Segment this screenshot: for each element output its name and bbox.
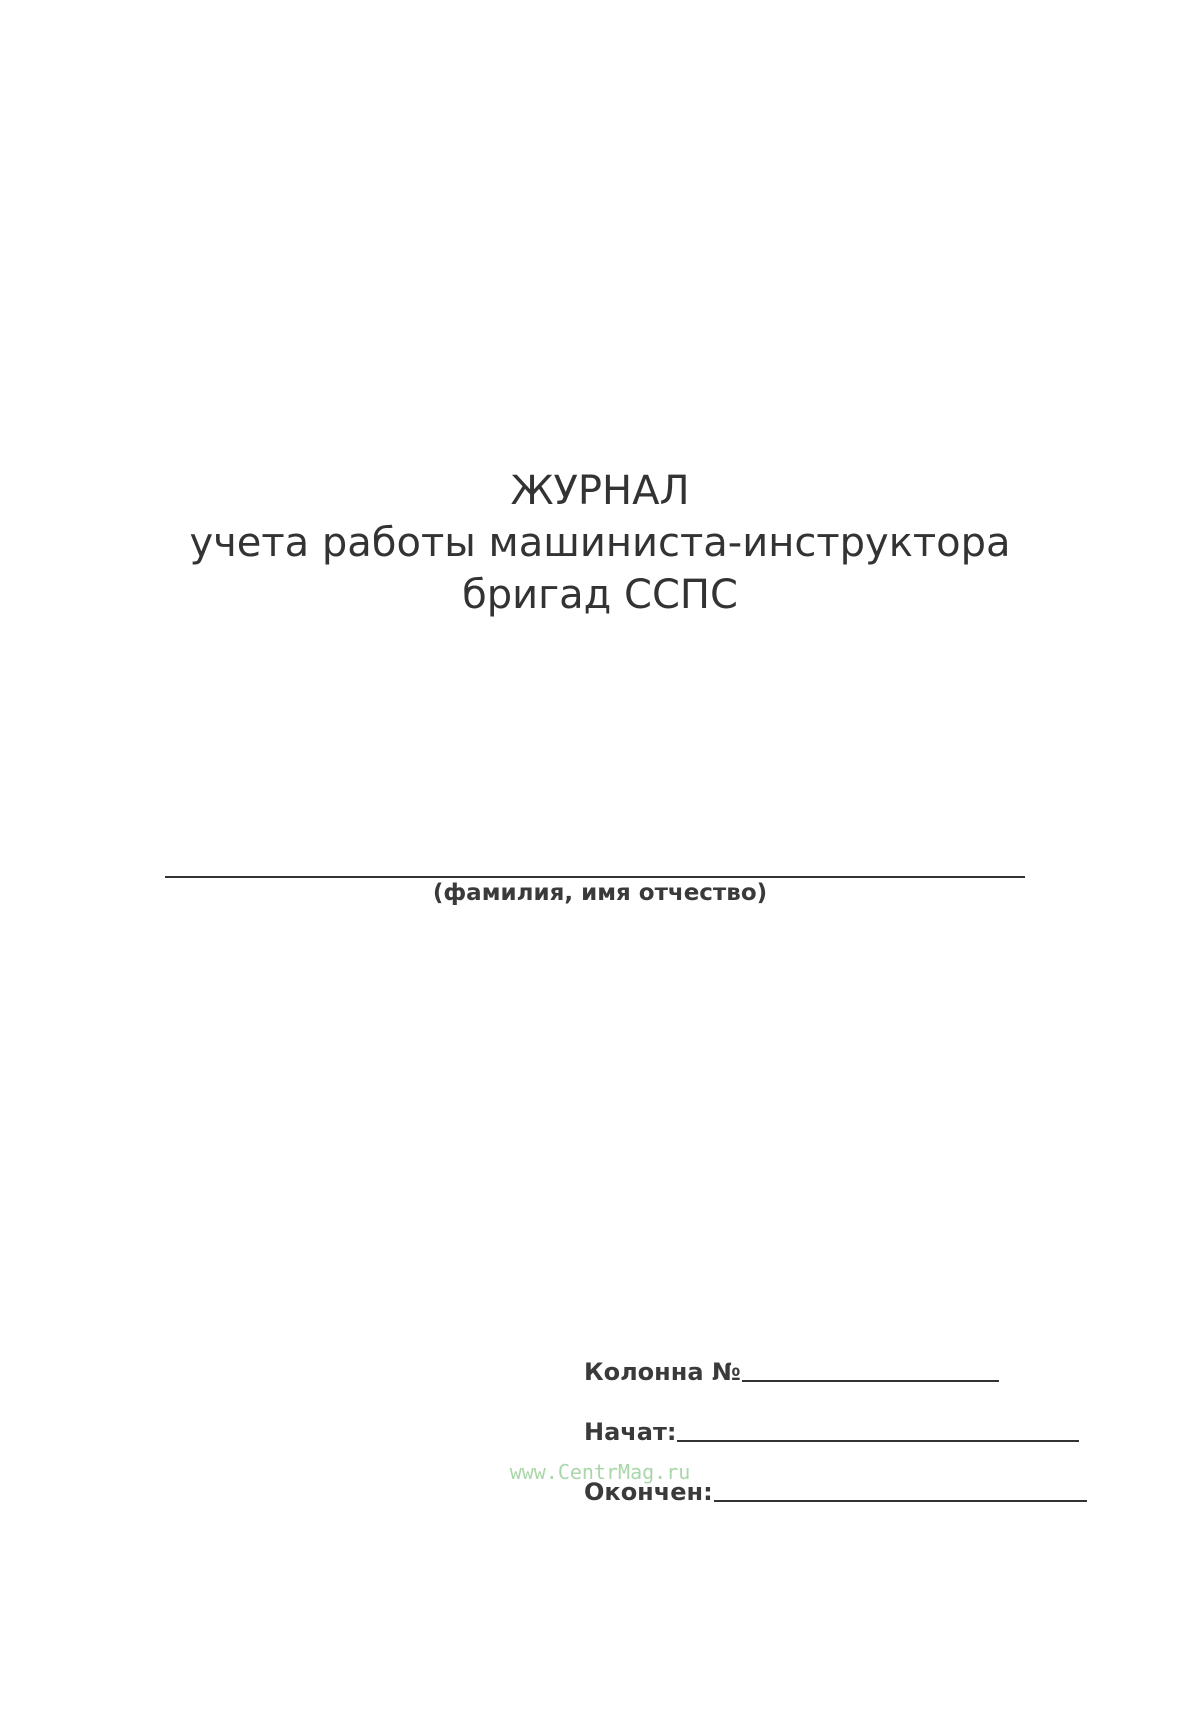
started-field[interactable] (584, 1418, 1079, 1446)
finished-blank[interactable] (714, 1478, 1087, 1502)
column-number-label: Колонна № (584, 1358, 741, 1386)
column-number-blank[interactable] (742, 1358, 999, 1382)
finished-label: Окончен: (584, 1478, 713, 1506)
column-number-field[interactable] (584, 1358, 999, 1386)
started-label: Начат: (584, 1418, 677, 1446)
name-underline[interactable] (165, 876, 1025, 878)
watermark: www.CentrMag.ru (509, 1460, 691, 1484)
started-blank[interactable] (677, 1418, 1079, 1442)
title-subtitle: учета работы машиниста-инструктора (189, 520, 1011, 566)
title-subtitle-2: бригад ССПС (462, 572, 738, 618)
name-caption: (фамилия, имя отчество) (432, 880, 768, 906)
finished-field[interactable] (584, 1478, 1087, 1506)
journal-title (0, 465, 1200, 621)
title-heading: ЖУРНАЛ (510, 468, 690, 514)
